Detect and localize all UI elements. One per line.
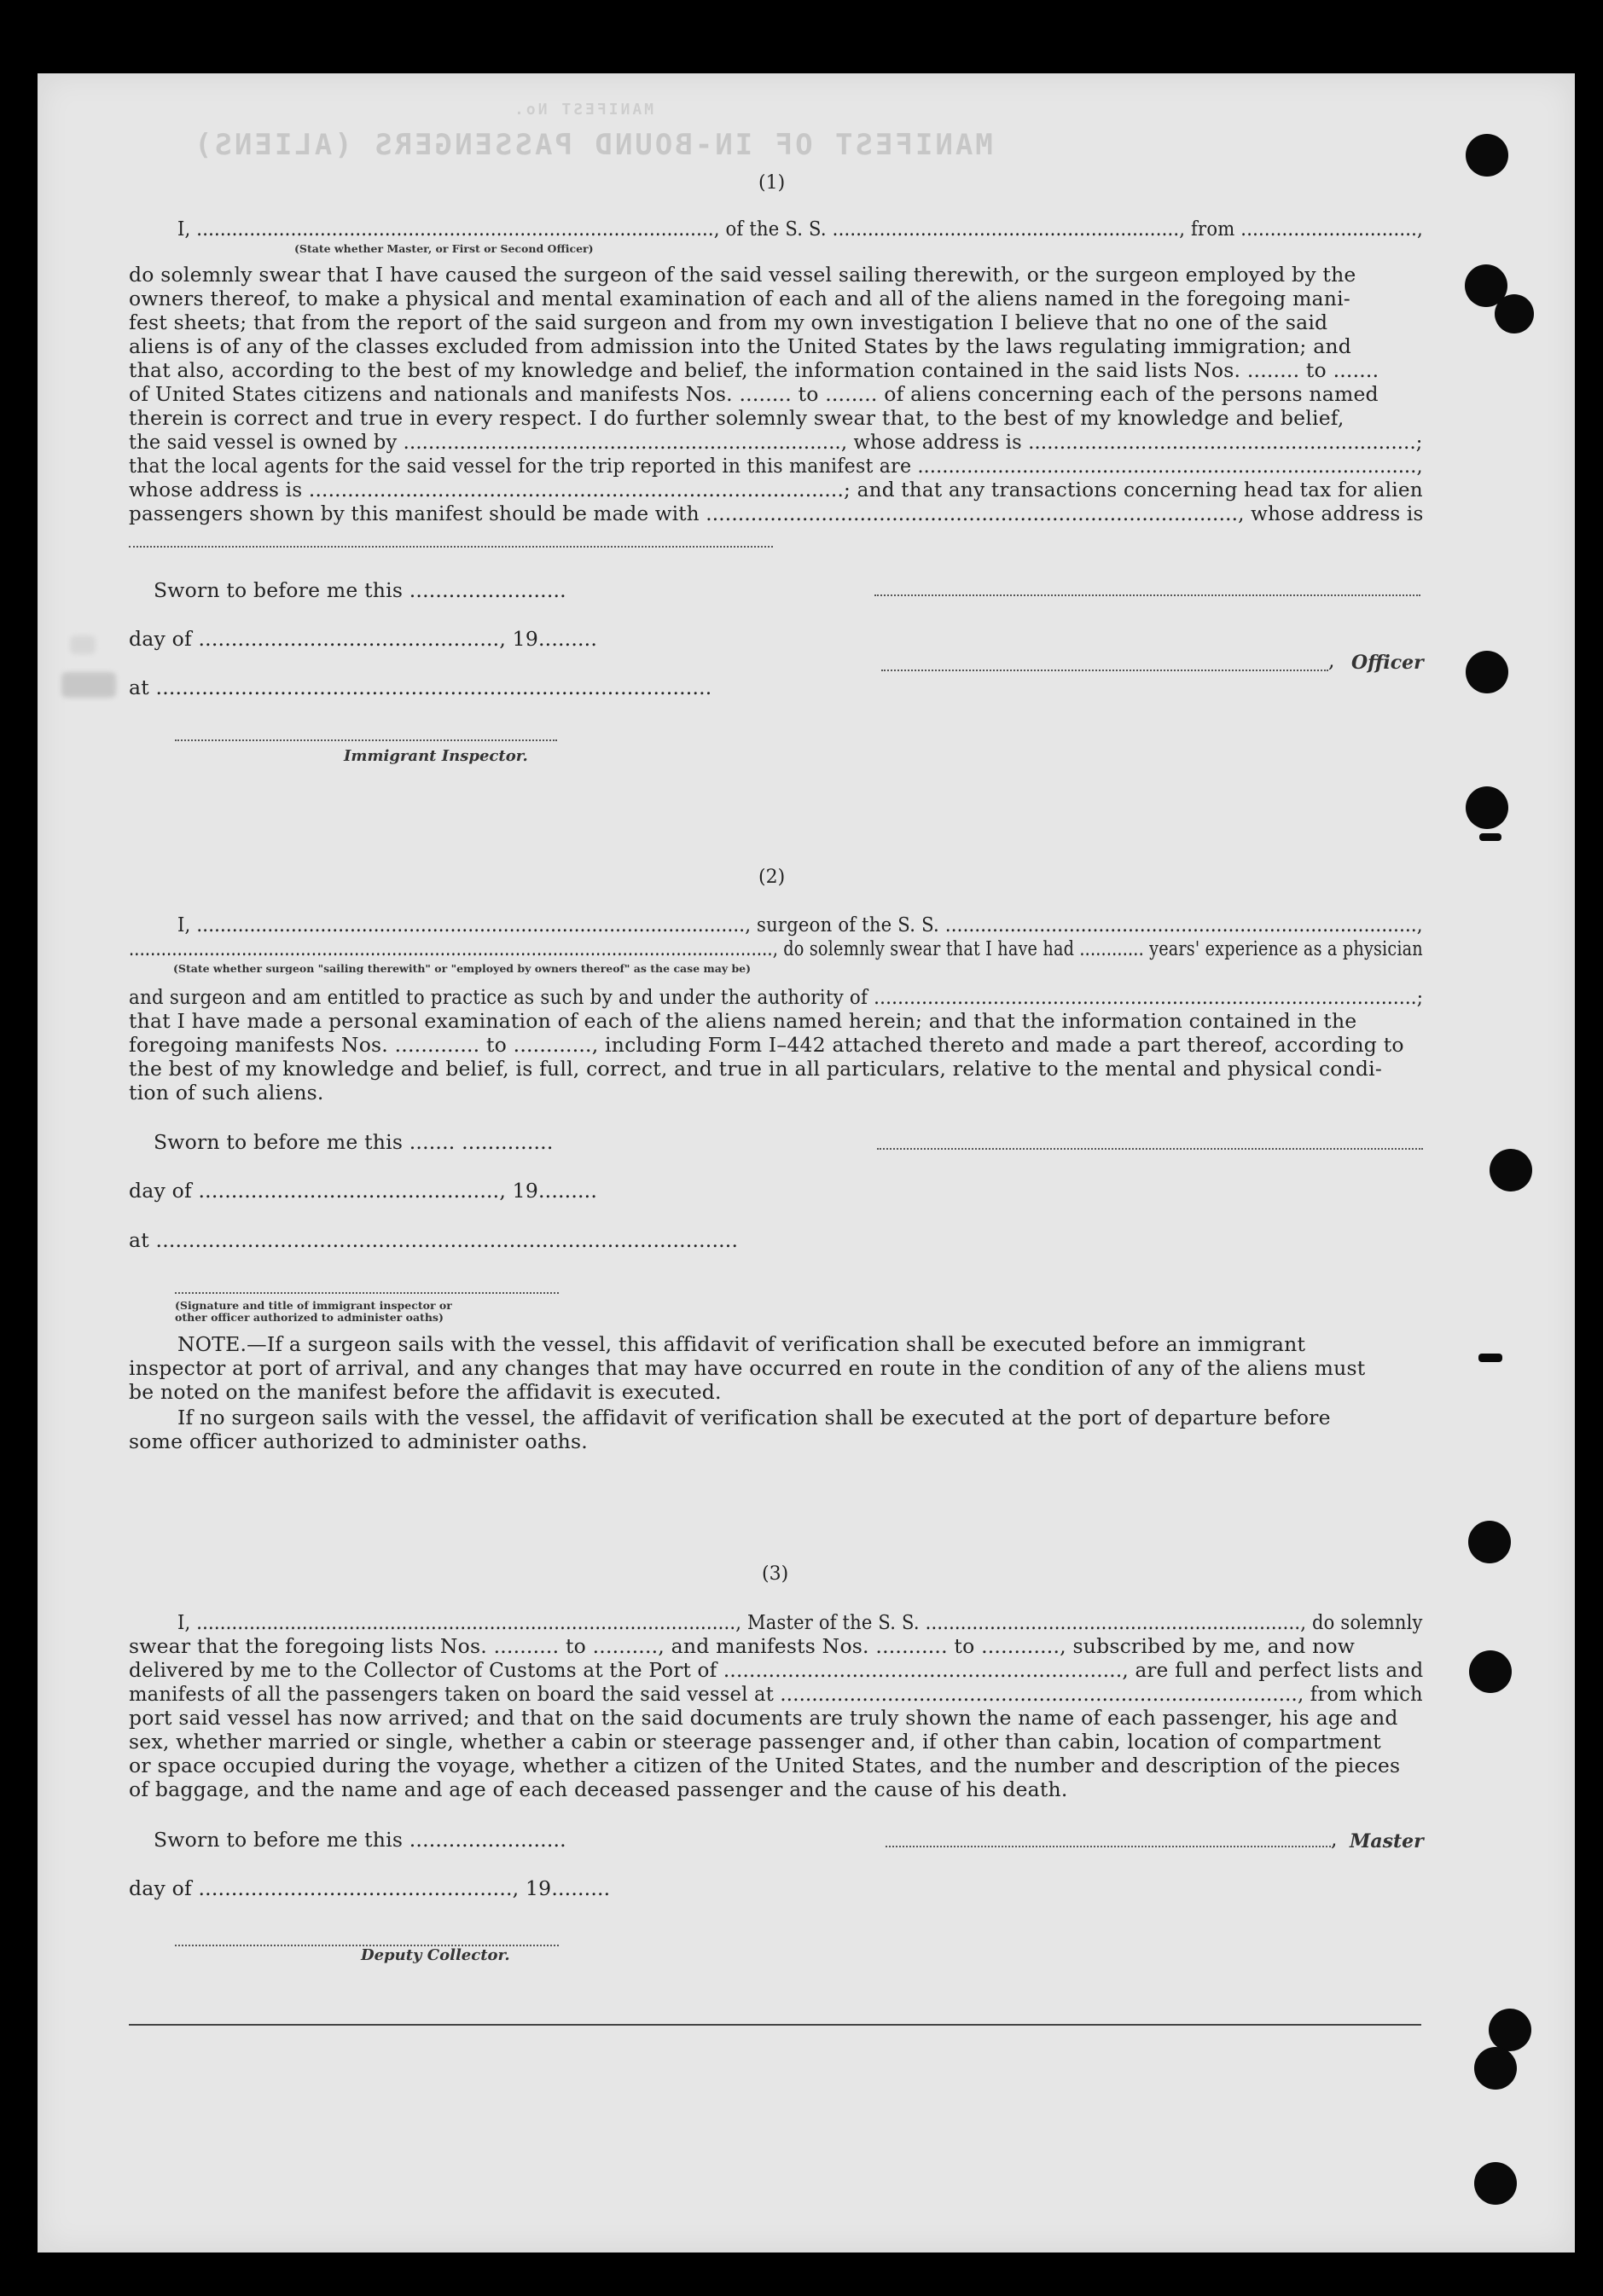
section-2-heading: (2) bbox=[758, 867, 786, 888]
paragraph-line: or space occupied during the voyage, whether a citizen of the United States, and the number and description of the pieces bbox=[129, 1754, 1401, 1777]
punch-hole bbox=[1469, 1650, 1512, 1693]
officer-signature-line bbox=[881, 670, 1328, 671]
punch-hole bbox=[1468, 1521, 1511, 1563]
paragraph-line: aliens is of any of the classes excluded from admission into the United States by the laws regulating immigration; and bbox=[129, 334, 1351, 358]
paragraph-line: and surgeon and am entitled to practice as such by and under the authority of ...........................................................................................; bbox=[129, 985, 1424, 1009]
section-3-sworn: Sworn to before me this ........................ bbox=[154, 1828, 566, 1852]
paragraph-line: tion of such aliens. bbox=[129, 1081, 324, 1105]
paragraph-line: the said vessel is owned by ......................................................................, whose address is ..............................................................; bbox=[129, 430, 1423, 454]
punch-hole bbox=[1479, 833, 1501, 841]
note-line: If no surgeon sails with the vessel, the affidavit of verification shall be executed at the port of departure before bbox=[177, 1406, 1331, 1429]
section-2-surgeon-note: (State whether surgeon "sailing therewith" or "employed by owners thereof" as the case may be) bbox=[173, 962, 752, 975]
immigrant-inspector-label: Immigrant Inspector. bbox=[344, 747, 528, 765]
section-1-officer-note: (State whether Master, or First or Second Officer) bbox=[294, 242, 594, 255]
paragraph-line: that I have made a personal examination of each of the aliens named herein; and that the information contained in the bbox=[129, 1009, 1357, 1033]
paragraph-line: of baggage, and the name and age of each deceased passenger and the cause of his death. bbox=[129, 1777, 1068, 1801]
punch-hole bbox=[1474, 2047, 1517, 2090]
paragraph-line: delivered by me to the Collector of Customs at the Port of .............................................................., are full and perfect lists and bbox=[129, 1658, 1424, 1682]
paragraph-line: swear that the foregoing lists Nos. .......... to .........., and manifests Nos. ........... to ............, subscribed by me, and now bbox=[129, 1634, 1356, 1658]
section-2-sworn: Sworn to before me this ....... .............. bbox=[154, 1130, 554, 1154]
surgeon-signature-line bbox=[877, 1148, 1423, 1150]
address-continuation-line bbox=[129, 546, 773, 548]
paragraph-line: passengers shown by this manifest should be made with ..................................................................................., whose address is bbox=[129, 502, 1424, 525]
punch-hole bbox=[1478, 1354, 1502, 1362]
paragraph-line: that also, according to the best of my knowledge and belief, the information contained in the said lists Nos. ........ to ....... bbox=[129, 358, 1379, 382]
punch-hole bbox=[1466, 134, 1508, 177]
paragraph-line: therein is correct and true in every respect. I do further solemnly swear that, to the best of my knowledge and belief, bbox=[129, 406, 1345, 430]
section-1-day: day of .............................................., 19......... bbox=[129, 627, 598, 651]
deputy-collector-label: Deputy Collector. bbox=[361, 1946, 510, 1964]
note-line: inspector at port of arrival, and any changes that may have occurred en route in the condition of any of the aliens must bbox=[129, 1356, 1366, 1380]
note-line: NOTE.—If a surgeon sails with the vessel, this affidavit of verification shall be executed before an immigrant bbox=[177, 1332, 1306, 1356]
section-1-opening-line: I, ........................................................................................, of the S. S. ..........................................................., from .............................., bbox=[177, 217, 1423, 241]
paragraph-line: of United States citizens and nationals and manifests Nos. ........ to ........ of aliens concerning each of the persons named bbox=[129, 382, 1379, 406]
officer-comma: , bbox=[1328, 648, 1335, 672]
section-1-heading: (1) bbox=[758, 172, 786, 194]
signature-note-line-2: other officer authorized to administer oaths) bbox=[175, 1311, 444, 1324]
punch-hole bbox=[1474, 2162, 1517, 2205]
paragraph-line: foregoing manifests Nos. ............. to ............, including Form I–442 attached thereto and made a part thereof, according to bbox=[129, 1033, 1404, 1057]
note-line: be noted on the manifest before the affidavit is executed. bbox=[129, 1380, 722, 1404]
section-3-heading: (3) bbox=[762, 1563, 789, 1585]
paragraph-line: sex, whether married or single, whether a cabin or steerage passenger and, if other than cabin, location of compartment bbox=[129, 1730, 1381, 1754]
note-line: some officer authorized to administer oaths. bbox=[129, 1429, 588, 1453]
master-label: Master bbox=[1350, 1830, 1424, 1852]
section-1-sworn: Sworn to before me this ........................ bbox=[154, 578, 566, 602]
paragraph-line: port said vessel has now arrived; and that on the said documents are truly shown the name of each passenger, his age and bbox=[129, 1706, 1398, 1730]
officer-signature-line-upper bbox=[874, 594, 1420, 596]
paragraph-line: manifests of all the passengers taken on board the said vessel at .................................................................................., from which bbox=[129, 1682, 1423, 1706]
paragraph-line: whose address is ...................................................................................; and that any transactions concerning head tax for alien bbox=[129, 478, 1423, 502]
punch-hole bbox=[1466, 651, 1508, 693]
section-2-day: day of .............................................., 19......... bbox=[129, 1179, 598, 1203]
inspector-signature-line bbox=[175, 739, 557, 741]
paragraph-line: do solemnly swear that I have caused the surgeon of the said vessel sailing therewith, or the surgeon employed by the bbox=[129, 263, 1356, 287]
punch-hole bbox=[1490, 1149, 1532, 1191]
section-2-at: at ......................................................................................... bbox=[129, 1228, 739, 1252]
bleed-through-title: MANIFEST OF IN-BOUND PASSENGERS (ALIENS) bbox=[192, 128, 993, 162]
master-signature-line bbox=[886, 1846, 1331, 1847]
punch-hole bbox=[1489, 2009, 1531, 2051]
punch-hole bbox=[1495, 294, 1534, 333]
paragraph-line: owners thereof, to make a physical and mental examination of each and all of the aliens named in the foregoing mani- bbox=[129, 287, 1350, 310]
officer-label: Officer bbox=[1351, 652, 1424, 674]
section-2-line-1: I, ............................................................................................., surgeon of the S. S. ................................................................................, bbox=[177, 913, 1423, 936]
signature-note-line-1: (Signature and title of immigrant inspector or bbox=[175, 1299, 452, 1312]
section-2-line-2: ........................................................................................................................, do solemnly swear that I have had ............ years' experience as a physician bbox=[129, 936, 1423, 960]
bleed-through-manifest-no: MANIFEST No. bbox=[512, 101, 654, 119]
smudge-mark bbox=[70, 635, 96, 654]
master-comma: , bbox=[1331, 1827, 1338, 1851]
section-3-day: day of ................................................, 19......... bbox=[129, 1876, 611, 1900]
paragraph-line: that the local agents for the said vessel for the trip reported in this manifest are ................................................................................., bbox=[129, 454, 1423, 478]
paragraph-line: the best of my knowledge and belief, is full, correct, and true in all particulars, relative to the mental and physical condi- bbox=[129, 1057, 1383, 1081]
paragraph-line: fest sheets; that from the report of the said surgeon and from my own investigation I believe that no one of the said bbox=[129, 310, 1328, 334]
smudge-mark bbox=[61, 672, 116, 698]
officer-administer-signature-line bbox=[175, 1292, 559, 1294]
paragraph-line: I, ............................................................................................, Master of the S. S. ................................................................, do solemnly bbox=[177, 1610, 1423, 1634]
punch-hole bbox=[1466, 786, 1508, 829]
bottom-rule bbox=[129, 2024, 1421, 2026]
section-1-at: at ..................................................................................... bbox=[129, 675, 712, 699]
